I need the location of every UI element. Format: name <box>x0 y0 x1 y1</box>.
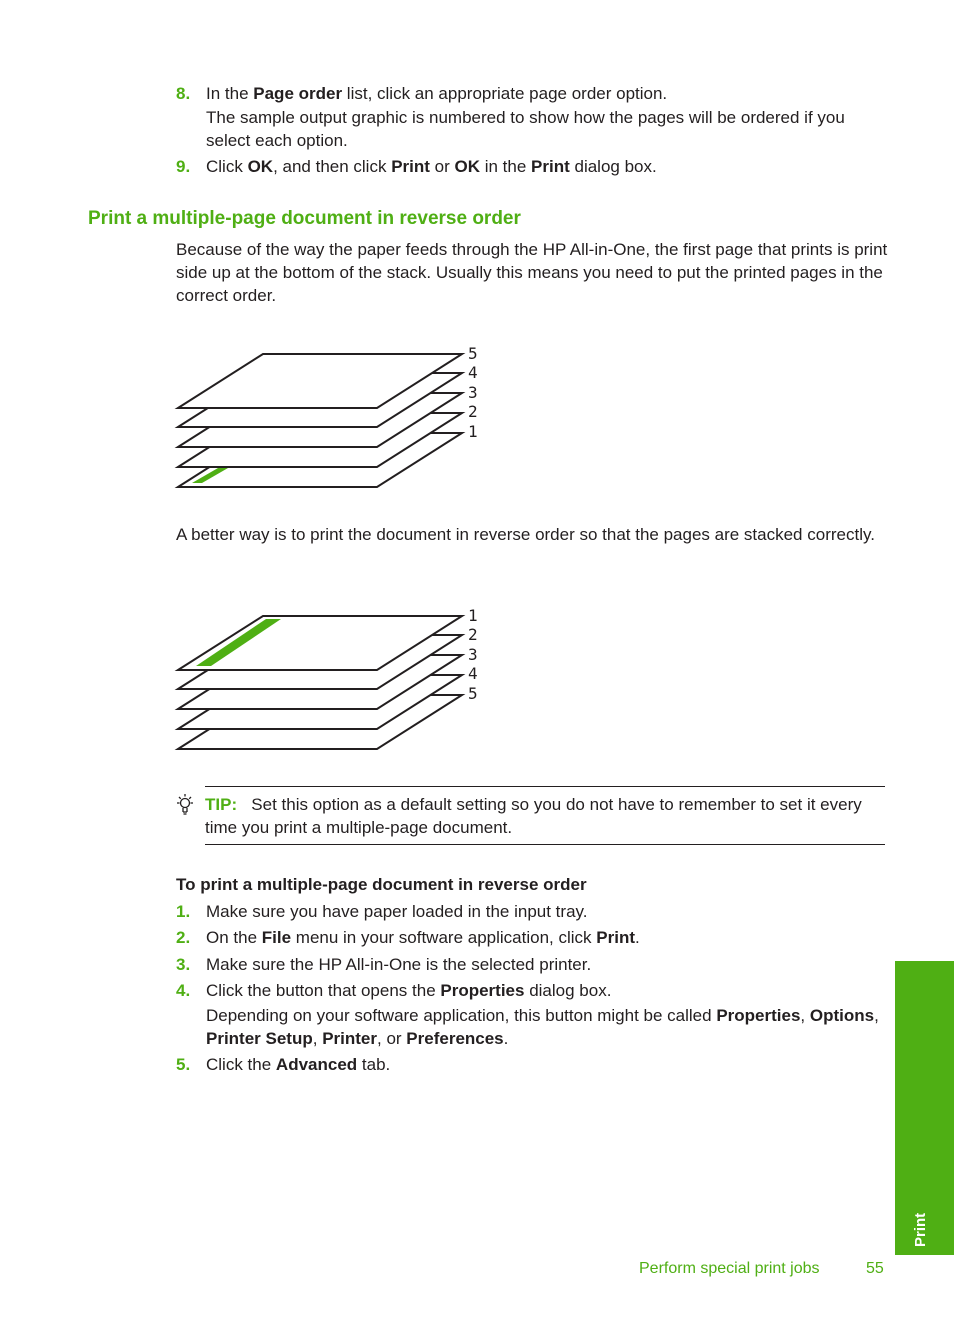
step-text: Click the button that opens the Properties dialog box. <box>206 981 612 1000</box>
step-text: In the Page order list, click an appropriate page order option. <box>206 84 668 103</box>
diagram-label: 5 <box>468 684 478 703</box>
chapter-side-tab-label: Print <box>911 1212 929 1247</box>
diagram-label: 1 <box>468 422 478 441</box>
step-text: Make sure the HP All-in-One is the selected printer. <box>206 955 592 974</box>
step-number: 1. <box>176 902 191 921</box>
step-text: On the File menu in your software application, click Print. <box>206 928 640 947</box>
step-number: 9. <box>176 157 191 176</box>
better-way-paragraph: A better way is to print the document in reverse order so that the pages are stacked correctly. <box>176 525 875 544</box>
step-number: 8. <box>176 84 191 103</box>
chapter-side-tab <box>895 961 954 1255</box>
tip-top-rule <box>205 786 885 787</box>
diagram-label: 3 <box>468 645 478 664</box>
diagram-label: 4 <box>468 363 478 382</box>
tip-label: TIP: <box>205 795 238 814</box>
step-extra-text: The sample output graphic is numbered to show how the pages will be ordered if you select each option. <box>206 108 845 150</box>
intro-paragraph: Because of the way the paper feeds through the HP All-in-One, the first page that prints is print side up at the bottom of the stack. Usually this means you need to put the printed pages in the correct order. <box>176 240 888 305</box>
tip-bottom-rule <box>205 844 885 845</box>
procedure-title: To print a multiple-page document in reverse order <box>176 875 587 894</box>
diagram-label: 4 <box>468 664 478 683</box>
footer-page-number: 55 <box>866 1260 884 1277</box>
page-stack-diagram-normal <box>170 340 500 495</box>
section-heading: Print a multiple-page document in reverse order <box>88 208 521 229</box>
step-text: Make sure you have paper loaded in the input tray. <box>206 902 588 921</box>
page-stack-diagram-reverse <box>170 602 500 757</box>
step-number: 2. <box>176 928 191 947</box>
diagram-label: 2 <box>468 625 478 644</box>
lightbulb-icon <box>174 793 196 817</box>
step-text: Click the Advanced tab. <box>206 1055 391 1074</box>
step-number: 3. <box>176 955 191 974</box>
diagram-label: 5 <box>468 344 478 363</box>
step-number: 5. <box>176 1055 191 1074</box>
diagram-label: 3 <box>468 383 478 402</box>
step-number: 4. <box>176 981 191 1000</box>
diagram-label: 1 <box>468 606 478 625</box>
tip-text: TIP: Set this option as a default setting so you do not have to remember to set it every time you print a multiple-page document. <box>205 795 862 837</box>
diagram-label: 2 <box>468 402 478 421</box>
footer-section-title: Perform special print jobs <box>639 1260 820 1277</box>
step-text: Click OK, and then click Print or OK in the Print dialog box. <box>206 157 657 176</box>
step-extra-text: Depending on your software application, this button might be called Properties, Options, Printer Setup, Printer, or Preferences. <box>206 1006 879 1048</box>
